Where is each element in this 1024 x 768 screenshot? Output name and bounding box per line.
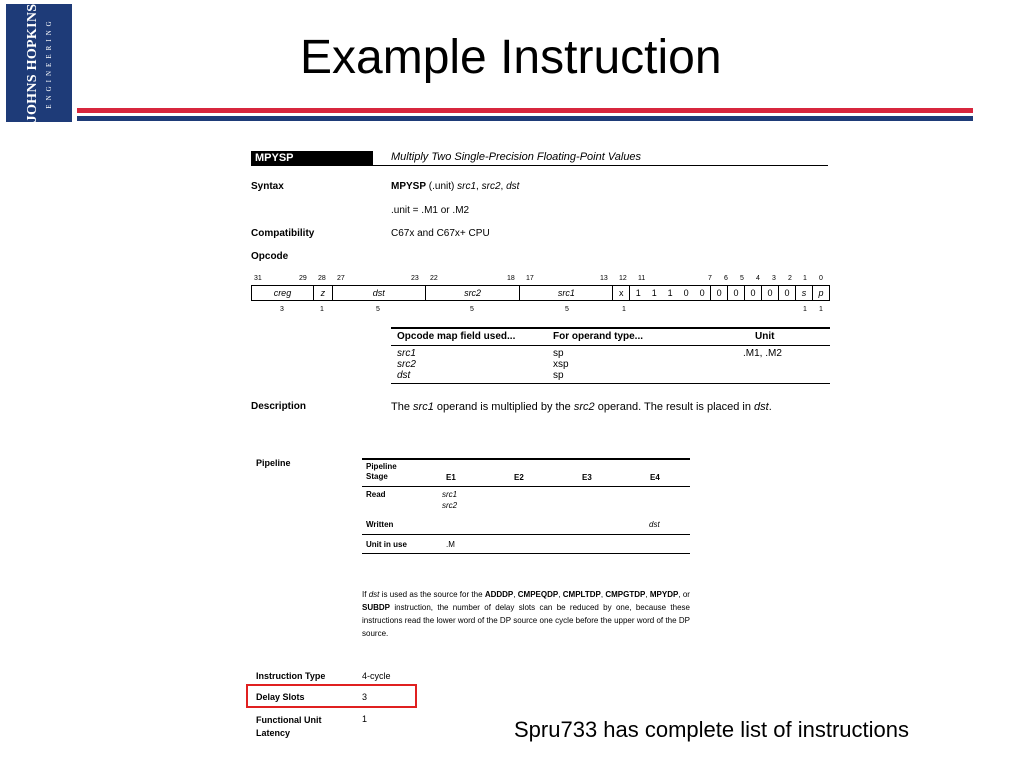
- slide-title: Example Instruction: [300, 31, 722, 84]
- field-width: 5: [470, 306, 474, 313]
- field-width: 5: [376, 306, 380, 313]
- syntax-src2: src2: [481, 181, 501, 192]
- field-width: 3: [280, 306, 284, 313]
- opcode-field: dst: [332, 286, 425, 301]
- opcode-bit: 0: [762, 286, 779, 301]
- note-instr: MPYDP: [649, 590, 679, 599]
- note-dst: dst: [368, 590, 380, 599]
- unit-line: .unit = .M1 or .M2: [391, 205, 470, 216]
- opcode-bit: 1: [630, 286, 646, 301]
- pipeline-unit-label: Unit in use: [366, 540, 407, 549]
- header-rule-blue: [77, 116, 973, 121]
- opmap-header: For operand type...: [553, 331, 644, 342]
- opmap-header-rule: [391, 345, 830, 346]
- compatibility-value: C67x and C67x+ CPU: [391, 228, 490, 239]
- note-sep: , or: [678, 590, 690, 599]
- pipeline-stage-header: [366, 462, 397, 482]
- pipeline-label: Pipeline: [256, 458, 291, 468]
- opcode-bit: 0: [694, 286, 710, 301]
- bit-number: 31: [254, 275, 262, 282]
- bit-number: 0: [819, 275, 823, 282]
- opcode-label: Opcode: [251, 251, 289, 262]
- note-instr: CMPEQDP: [517, 590, 559, 599]
- opcode-field: src2: [425, 286, 520, 301]
- opcode-field: creg: [252, 286, 314, 301]
- bit-number: 29: [299, 275, 307, 282]
- bit-number: 1: [803, 275, 807, 282]
- note-text: instruction, the number of delay slots can be reduced by one, because these instructions read the lower word of the DP source one cycle before the upper word of the DP source.: [362, 603, 690, 638]
- field-width: 1: [819, 306, 823, 313]
- bit-number: 3: [772, 275, 776, 282]
- desc-src1: src1: [413, 401, 434, 413]
- pipeline-col-header: E2: [514, 473, 524, 482]
- opmap-bottom-rule: [391, 383, 830, 384]
- note-sep: ,: [645, 590, 648, 599]
- opmap-header: Opcode map field used...: [397, 331, 516, 342]
- johns-hopkins-logo: [6, 4, 72, 122]
- opmap-type: sp: [553, 370, 564, 381]
- field-width: 1: [622, 306, 626, 313]
- bit-number: 5: [740, 275, 744, 282]
- bit-number: 28: [318, 275, 326, 282]
- bit-number: 22: [430, 275, 438, 282]
- delay-note-paragraph: [362, 588, 690, 640]
- mnemonic: MPYSP: [255, 152, 294, 164]
- opmap-header: Unit: [755, 331, 775, 342]
- pipeline-col-header: E1: [446, 473, 456, 482]
- pipeline-written-label: Written: [366, 520, 394, 529]
- opcode-bit: 0: [778, 286, 795, 301]
- pipeline-read-label: Read: [366, 490, 386, 499]
- syntax-src1: src1: [457, 181, 477, 192]
- header-rule-red: [77, 108, 973, 113]
- logo-line1: JOHNS HOPKINS: [24, 3, 40, 123]
- syntax-label: Syntax: [251, 181, 284, 192]
- note-text: is used as the source for the: [381, 590, 483, 599]
- opcode-bit: 0: [678, 286, 694, 301]
- desc-src2: src2: [573, 401, 595, 413]
- opcode-field: x: [613, 286, 630, 301]
- note-sep: ,: [558, 590, 561, 599]
- logo-line2: ENGINEERING: [44, 17, 53, 109]
- bit-number: 12: [619, 275, 627, 282]
- bit-number: 17: [526, 275, 534, 282]
- pipeline-unit-value: .M: [446, 540, 455, 549]
- desc-part: The: [391, 401, 410, 413]
- opmap-field: dst: [397, 370, 411, 381]
- opcode-field: src1: [520, 286, 613, 301]
- opcode-bit: 1: [662, 286, 678, 301]
- fu-latency-value: 1: [362, 714, 368, 724]
- syntax-comma: ,: [476, 181, 479, 192]
- instr-type-label: Instruction Type: [256, 671, 326, 681]
- opcode-field: s: [795, 286, 812, 301]
- note-text: If: [362, 590, 367, 599]
- bit-number: 23: [411, 275, 419, 282]
- description-text: [391, 401, 772, 413]
- opmap-type: sp: [553, 348, 564, 359]
- opcode-bit: 1: [646, 286, 662, 301]
- instr-type-value: 4-cycle: [362, 671, 391, 681]
- pipeline-top-rule: [362, 458, 690, 460]
- delay-slots-highlight: [246, 684, 417, 708]
- field-width: 1: [320, 306, 324, 313]
- pipeline-stage-l1: Pipeline: [366, 462, 397, 471]
- pipeline-read-src2: src2: [442, 501, 458, 510]
- mnemonic-bar: [251, 151, 373, 166]
- note-instr: CMPLTDP: [562, 590, 601, 599]
- pipeline-stage-l2: Stage: [366, 472, 388, 481]
- compatibility-label: Compatibility: [251, 228, 315, 239]
- syntax-comma: ,: [500, 181, 504, 192]
- opcode-bit: 0: [728, 286, 745, 301]
- description-label: Description: [251, 401, 307, 412]
- fu-latency-l1: Functional Unit: [256, 715, 322, 725]
- note-sep: ,: [513, 590, 516, 599]
- heading-rule: [373, 165, 828, 166]
- syntax-name: MPYSP: [391, 181, 427, 192]
- opmap-unit: .M1, .M2: [743, 348, 782, 359]
- opmap-field: src2: [397, 359, 416, 370]
- bit-number: 6: [724, 275, 728, 282]
- pipeline-header-rule: [362, 486, 690, 487]
- note-instr: ADDDP: [484, 590, 514, 599]
- pipeline-read-src1: src1: [442, 490, 458, 499]
- pipeline-col-header: E4: [650, 473, 660, 482]
- bit-number: 11: [638, 275, 646, 282]
- desc-part: .: [768, 401, 772, 413]
- pipeline-bottom-rule: [362, 553, 690, 554]
- opmap-field: src1: [397, 348, 416, 359]
- field-width: 1: [803, 306, 807, 313]
- opcode-field: p: [812, 286, 829, 301]
- opcode-bit: 0: [711, 286, 728, 301]
- bit-number: 4: [756, 275, 760, 282]
- delay-slots-label: Delay Slots: [256, 692, 305, 702]
- note-instr: SUBDP: [362, 603, 391, 612]
- instruction-heading: Multiply Two Single-Precision Floating-Point Values: [391, 151, 642, 163]
- desc-dst: dst: [754, 401, 769, 413]
- field-width: 5: [565, 306, 569, 313]
- opcode-field: z: [313, 286, 332, 301]
- bit-number: 13: [600, 275, 608, 282]
- opcode-table: [251, 285, 830, 301]
- opcode-bit: 0: [745, 286, 762, 301]
- footer-note: Spru733 has complete list of instructions: [514, 717, 909, 742]
- note-sep: ,: [600, 590, 604, 599]
- desc-part: operand. The result is placed in: [597, 401, 751, 413]
- pipeline-written-dst: dst: [649, 520, 660, 529]
- fu-latency-label: [256, 714, 322, 740]
- opmap-top-rule: [391, 327, 830, 329]
- note-instr: CMPGTDP: [605, 590, 646, 599]
- delay-slots-value: 3: [362, 692, 368, 702]
- bit-number: 27: [337, 275, 345, 282]
- fu-latency-l2: Latency: [256, 728, 291, 738]
- bit-number: 7: [708, 275, 712, 282]
- opmap-type: xsp: [553, 359, 569, 370]
- desc-part: operand is multiplied by the: [436, 401, 571, 413]
- syntax-dst: dst: [506, 181, 520, 192]
- syntax-line: [391, 181, 519, 192]
- pipeline-col-header: E3: [582, 473, 592, 482]
- pipeline-row-rule: [362, 534, 690, 535]
- bit-number: 18: [507, 275, 515, 282]
- syntax-unit: (.unit): [428, 181, 455, 192]
- bit-number: 2: [788, 275, 792, 282]
